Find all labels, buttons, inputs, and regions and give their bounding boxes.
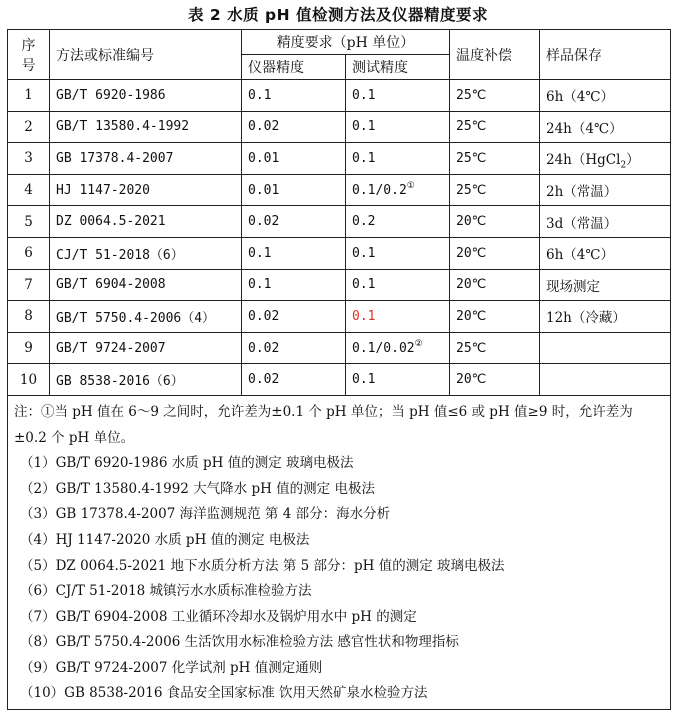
table-row [8,80,671,112]
cell-temp-comp: 20℃ [450,269,540,301]
cell-seq: 5 [8,206,50,238]
cell-method: HJ 1147-2020 [50,174,242,206]
cell-method: GB/T 6920-1986 [50,80,242,112]
note-reference: （4）HJ 1147-2020 水质 pH 值的测定 电极法 [20,531,310,548]
cell-seq: 6 [8,237,50,269]
cell-test-precision [346,174,450,206]
cell-temp-comp: 20℃ [450,301,540,333]
cell-test-precision [346,332,450,364]
storage-tail: ） [626,152,640,169]
table-row [8,111,671,143]
table-row [8,332,671,364]
cell-instrument-precision: 0.02 [242,364,346,396]
test-precision-value: 0.1 [352,372,376,388]
test-precision-value: 0.1/0.2 [352,182,407,198]
cell-seq: 7 [8,269,50,301]
cell-sample-storage [540,174,671,206]
cell-sample-storage [540,332,671,364]
note-reference: （5）DZ 0064.5-2021 地下水质分析方法 第 5 部分：pH 值的测定 玻璃电极法 [20,557,505,574]
test-precision-value: 0.1/0.02 [352,340,415,356]
test-precision-value: 0.1 [352,87,376,103]
note-reference: （2）GB/T 13580.4-1992 大气降水 pH 值的测定 电极法 [20,480,375,497]
note-reference: （9）GB/T 9724-2007 化学试剂 pH 值测定通则 [20,659,323,676]
cell-method: GB 8538-2016（6） [50,364,242,396]
note-reference: （6）CJ/T 51-2018 城镇污水水质标准检验方法 [20,583,312,600]
note-main: 注：①当 pH 值在 6～9 之间时，允许差为±0.1 个 pH 单位；当 pH 值≤6 或 pH 值≥9 时，允许差为±0.2 个 pH 单位。 [14,403,633,446]
cell-sample-storage [540,269,671,301]
cell-temp-comp: 25℃ [450,143,540,175]
cell-seq: 4 [8,174,50,206]
ph-method-table [7,29,671,710]
cell-instrument-precision: 0.02 [242,301,346,333]
footnote-marker: ① [406,180,415,191]
storage-value: 24h（4℃） [546,120,623,137]
cell-test-precision [346,80,450,112]
cell-test-precision [346,301,450,333]
storage-value: 24h（HgCl [546,152,621,169]
note-reference: （7）GB/T 6904-2008 工业循环冷却水及锅炉用水中 pH 的测定 [20,608,417,625]
cell-method: GB/T 5750.4-2006（4） [50,301,242,333]
note-reference: （1）GB/T 6920-1986 水质 pH 值的测定 玻璃电极法 [20,455,354,472]
cell-test-precision [346,111,450,143]
cell-instrument-precision: 0.1 [242,237,346,269]
table-row [8,206,671,238]
cell-instrument-precision: 0.1 [242,269,346,301]
test-precision-value: 0.1 [352,277,376,293]
table-row [8,269,671,301]
test-precision-value: 0.2 [352,214,376,230]
cell-sample-storage [540,111,671,143]
cell-sample-storage [540,237,671,269]
cell-temp-comp: 25℃ [450,332,540,364]
storage-value: 2h（常温） [546,184,618,201]
cell-test-precision [346,143,450,175]
cell-method: GB/T 6904-2008 [50,269,242,301]
storage-value: 6h（4℃） [546,247,614,264]
header-temp-comp: 温度补偿 [450,30,540,80]
cell-method: CJ/T 51-2018（6） [50,237,242,269]
cell-seq: 8 [8,301,50,333]
table-row [8,301,671,333]
cell-test-precision [346,237,450,269]
cell-seq: 2 [8,111,50,143]
header-precision-group: 精度要求（pH 单位） [242,30,450,55]
cell-temp-comp: 20℃ [450,206,540,238]
cell-temp-comp: 25℃ [450,111,540,143]
cell-instrument-precision: 0.02 [242,111,346,143]
cell-temp-comp: 25℃ [450,80,540,112]
cell-sample-storage [540,143,671,175]
cell-method: GB/T 13580.4-1992 [50,111,242,143]
test-precision-value: 0.1 [352,150,376,166]
cell-test-precision [346,364,450,396]
storage-subscript: 2 [620,161,627,172]
table-body [8,80,671,396]
cell-method: GB 17378.4-2007 [50,143,242,175]
cell-temp-comp: 25℃ [450,174,540,206]
cell-temp-comp: 20℃ [450,364,540,396]
note-reference: （8）GB/T 5750.4-2006 生活饮用水标准检验方法 感官性状和物理指标 [20,634,459,651]
table-row [8,143,671,175]
test-precision-value: 0.1 [352,119,376,135]
cell-method: GB/T 9724-2007 [50,332,242,364]
cell-seq: 1 [8,80,50,112]
note-reference: （10）GB 8538-2016 食品安全国家标准 饮用天然矿泉水检验方法 [20,685,428,702]
cell-test-precision [346,206,450,238]
table-row [8,237,671,269]
cell-sample-storage [540,206,671,238]
notes-cell [8,395,671,709]
storage-value: 3d（常温） [546,215,618,232]
cell-seq: 3 [8,143,50,175]
cell-instrument-precision: 0.02 [242,332,346,364]
cell-instrument-precision: 0.01 [242,143,346,175]
table-title: 表 2 水质 pH 值检测方法及仪器精度要求 [188,6,488,24]
header-method: 方法或标准编号 [50,30,242,80]
cell-instrument-precision: 0.1 [242,80,346,112]
test-precision-value: 0.1 [352,245,376,261]
note-reference: （3）GB 17378.4-2007 海洋监测规范 第 4 部分：海水分析 [20,506,391,523]
cell-instrument-precision: 0.02 [242,206,346,238]
cell-seq: 10 [8,364,50,396]
cell-sample-storage [540,364,671,396]
table-row [8,174,671,206]
header-instrument-precision: 仪器精度 [242,55,346,80]
cell-test-precision [346,269,450,301]
header-seq-line2: 号 [21,57,36,74]
cell-temp-comp: 20℃ [450,237,540,269]
header-sample-storage: 样品保存 [540,30,671,80]
header-test-precision: 测试精度 [346,55,450,80]
note-refs-list [14,451,664,707]
test-precision-value: 0.1 [352,308,376,324]
cell-method: DZ 0064.5-2021 [50,206,242,238]
storage-value: 6h（4℃） [546,89,614,106]
header-seq-line1: 序 [21,37,36,54]
cell-sample-storage [540,301,671,333]
table-row [8,364,671,396]
footnote-marker: ② [414,338,423,349]
header-seq [8,30,50,80]
storage-value: 现场测定 [546,278,600,295]
cell-sample-storage [540,80,671,112]
cell-seq: 9 [8,332,50,364]
storage-value: 12h（冷藏） [546,310,626,327]
cell-instrument-precision: 0.01 [242,174,346,206]
